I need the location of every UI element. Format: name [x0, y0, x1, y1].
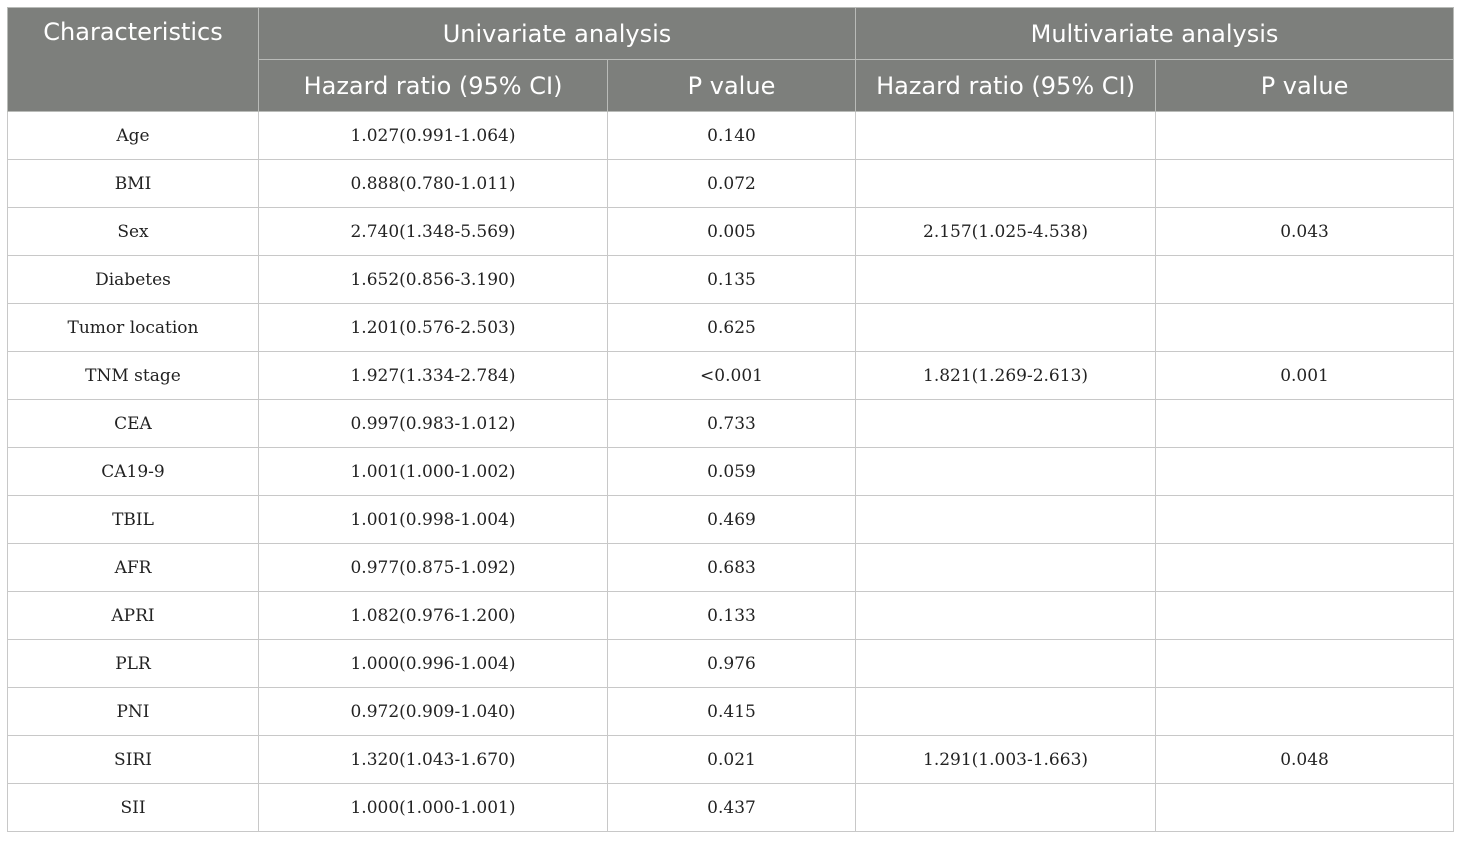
cell-multivariate-p-value	[1156, 112, 1454, 160]
table-row	[8, 592, 1454, 640]
header-multivariate-hazard-ratio: Hazard ratio (95% CI)	[856, 60, 1156, 112]
header-characteristics: Characteristics	[8, 8, 259, 112]
cell-characteristic: CA19-9	[8, 448, 259, 496]
hazard-ratio-table-container	[7, 7, 1453, 832]
cell-characteristic: Sex	[8, 208, 259, 256]
cell-univariate-hazard-ratio: 1.001(1.000-1.002)	[259, 448, 608, 496]
header-multivariate-p-value: P value	[1156, 60, 1454, 112]
cell-characteristic: Diabetes	[8, 256, 259, 304]
cell-multivariate-hazard-ratio	[856, 448, 1156, 496]
cell-multivariate-hazard-ratio: 1.291(1.003-1.663)	[856, 736, 1156, 784]
cell-univariate-p-value: 0.021	[608, 736, 856, 784]
cell-multivariate-hazard-ratio	[856, 640, 1156, 688]
cell-univariate-hazard-ratio: 1.927(1.334-2.784)	[259, 352, 608, 400]
cell-univariate-p-value: 0.140	[608, 112, 856, 160]
cell-univariate-hazard-ratio: 0.977(0.875-1.092)	[259, 544, 608, 592]
cell-characteristic: APRI	[8, 592, 259, 640]
cell-multivariate-p-value	[1156, 256, 1454, 304]
cell-characteristic: CEA	[8, 400, 259, 448]
table-row	[8, 784, 1454, 832]
cell-multivariate-p-value	[1156, 640, 1454, 688]
cell-univariate-p-value: 0.469	[608, 496, 856, 544]
cell-univariate-p-value: 0.072	[608, 160, 856, 208]
cell-characteristic: PNI	[8, 688, 259, 736]
table-row	[8, 352, 1454, 400]
table-row	[8, 448, 1454, 496]
table-row	[8, 256, 1454, 304]
table-header	[8, 8, 1454, 112]
cell-multivariate-hazard-ratio	[856, 784, 1156, 832]
cell-multivariate-p-value: 0.048	[1156, 736, 1454, 784]
cell-univariate-hazard-ratio: 0.997(0.983-1.012)	[259, 400, 608, 448]
cell-univariate-hazard-ratio: 2.740(1.348-5.569)	[259, 208, 608, 256]
cell-multivariate-p-value: 0.043	[1156, 208, 1454, 256]
cell-multivariate-hazard-ratio	[856, 304, 1156, 352]
cell-multivariate-hazard-ratio	[856, 112, 1156, 160]
cell-multivariate-hazard-ratio	[856, 496, 1156, 544]
cell-multivariate-p-value	[1156, 448, 1454, 496]
cell-multivariate-hazard-ratio	[856, 544, 1156, 592]
cell-univariate-hazard-ratio: 1.000(0.996-1.004)	[259, 640, 608, 688]
cell-multivariate-p-value	[1156, 400, 1454, 448]
table-row	[8, 112, 1454, 160]
cell-multivariate-hazard-ratio	[856, 256, 1156, 304]
cox-regression-table	[7, 7, 1454, 832]
cell-characteristic: Tumor location	[8, 304, 259, 352]
cell-univariate-p-value: 0.683	[608, 544, 856, 592]
cell-univariate-p-value: 0.976	[608, 640, 856, 688]
table-row	[8, 304, 1454, 352]
cell-multivariate-p-value	[1156, 304, 1454, 352]
cell-characteristic: Age	[8, 112, 259, 160]
cell-multivariate-p-value	[1156, 160, 1454, 208]
cell-multivariate-hazard-ratio	[856, 688, 1156, 736]
cell-univariate-p-value: 0.133	[608, 592, 856, 640]
cell-multivariate-p-value	[1156, 544, 1454, 592]
table-body	[8, 112, 1454, 832]
cell-multivariate-hazard-ratio	[856, 592, 1156, 640]
cell-univariate-hazard-ratio: 0.888(0.780-1.011)	[259, 160, 608, 208]
cell-univariate-hazard-ratio: 1.201(0.576-2.503)	[259, 304, 608, 352]
cell-characteristic: TBIL	[8, 496, 259, 544]
table-row	[8, 688, 1454, 736]
cell-univariate-p-value: 0.415	[608, 688, 856, 736]
cell-univariate-p-value: 0.135	[608, 256, 856, 304]
cell-characteristic: TNM stage	[8, 352, 259, 400]
cell-multivariate-hazard-ratio: 1.821(1.269-2.613)	[856, 352, 1156, 400]
cell-univariate-p-value: 0.437	[608, 784, 856, 832]
cell-characteristic: BMI	[8, 160, 259, 208]
header-univariate-hazard-ratio: Hazard ratio (95% CI)	[259, 60, 608, 112]
cell-multivariate-hazard-ratio	[856, 400, 1156, 448]
table-row	[8, 544, 1454, 592]
cell-univariate-p-value: 0.733	[608, 400, 856, 448]
cell-univariate-hazard-ratio: 1.652(0.856-3.190)	[259, 256, 608, 304]
table-row	[8, 400, 1454, 448]
table-row	[8, 640, 1454, 688]
table-row	[8, 160, 1454, 208]
cell-multivariate-hazard-ratio: 2.157(1.025-4.538)	[856, 208, 1156, 256]
cell-multivariate-p-value	[1156, 688, 1454, 736]
cell-characteristic: SII	[8, 784, 259, 832]
table-row	[8, 496, 1454, 544]
table-row	[8, 736, 1454, 784]
cell-univariate-p-value: 0.625	[608, 304, 856, 352]
cell-characteristic: AFR	[8, 544, 259, 592]
cell-multivariate-p-value: 0.001	[1156, 352, 1454, 400]
cell-univariate-p-value: 0.005	[608, 208, 856, 256]
cell-univariate-hazard-ratio: 0.972(0.909-1.040)	[259, 688, 608, 736]
table-row	[8, 208, 1454, 256]
cell-characteristic: SIRI	[8, 736, 259, 784]
header-row-groups	[8, 8, 1454, 60]
cell-multivariate-p-value	[1156, 592, 1454, 640]
cell-multivariate-p-value	[1156, 496, 1454, 544]
cell-univariate-hazard-ratio: 1.001(0.998-1.004)	[259, 496, 608, 544]
cell-univariate-hazard-ratio: 1.082(0.976-1.200)	[259, 592, 608, 640]
cell-multivariate-p-value	[1156, 784, 1454, 832]
header-univariate-p-value: P value	[608, 60, 856, 112]
header-univariate-analysis: Univariate analysis	[259, 8, 856, 60]
cell-univariate-hazard-ratio: 1.027(0.991-1.064)	[259, 112, 608, 160]
header-multivariate-analysis: Multivariate analysis	[856, 8, 1454, 60]
cell-univariate-p-value: <0.001	[608, 352, 856, 400]
cell-univariate-hazard-ratio: 1.000(1.000-1.001)	[259, 784, 608, 832]
cell-univariate-p-value: 0.059	[608, 448, 856, 496]
cell-multivariate-hazard-ratio	[856, 160, 1156, 208]
cell-characteristic: PLR	[8, 640, 259, 688]
cell-univariate-hazard-ratio: 1.320(1.043-1.670)	[259, 736, 608, 784]
